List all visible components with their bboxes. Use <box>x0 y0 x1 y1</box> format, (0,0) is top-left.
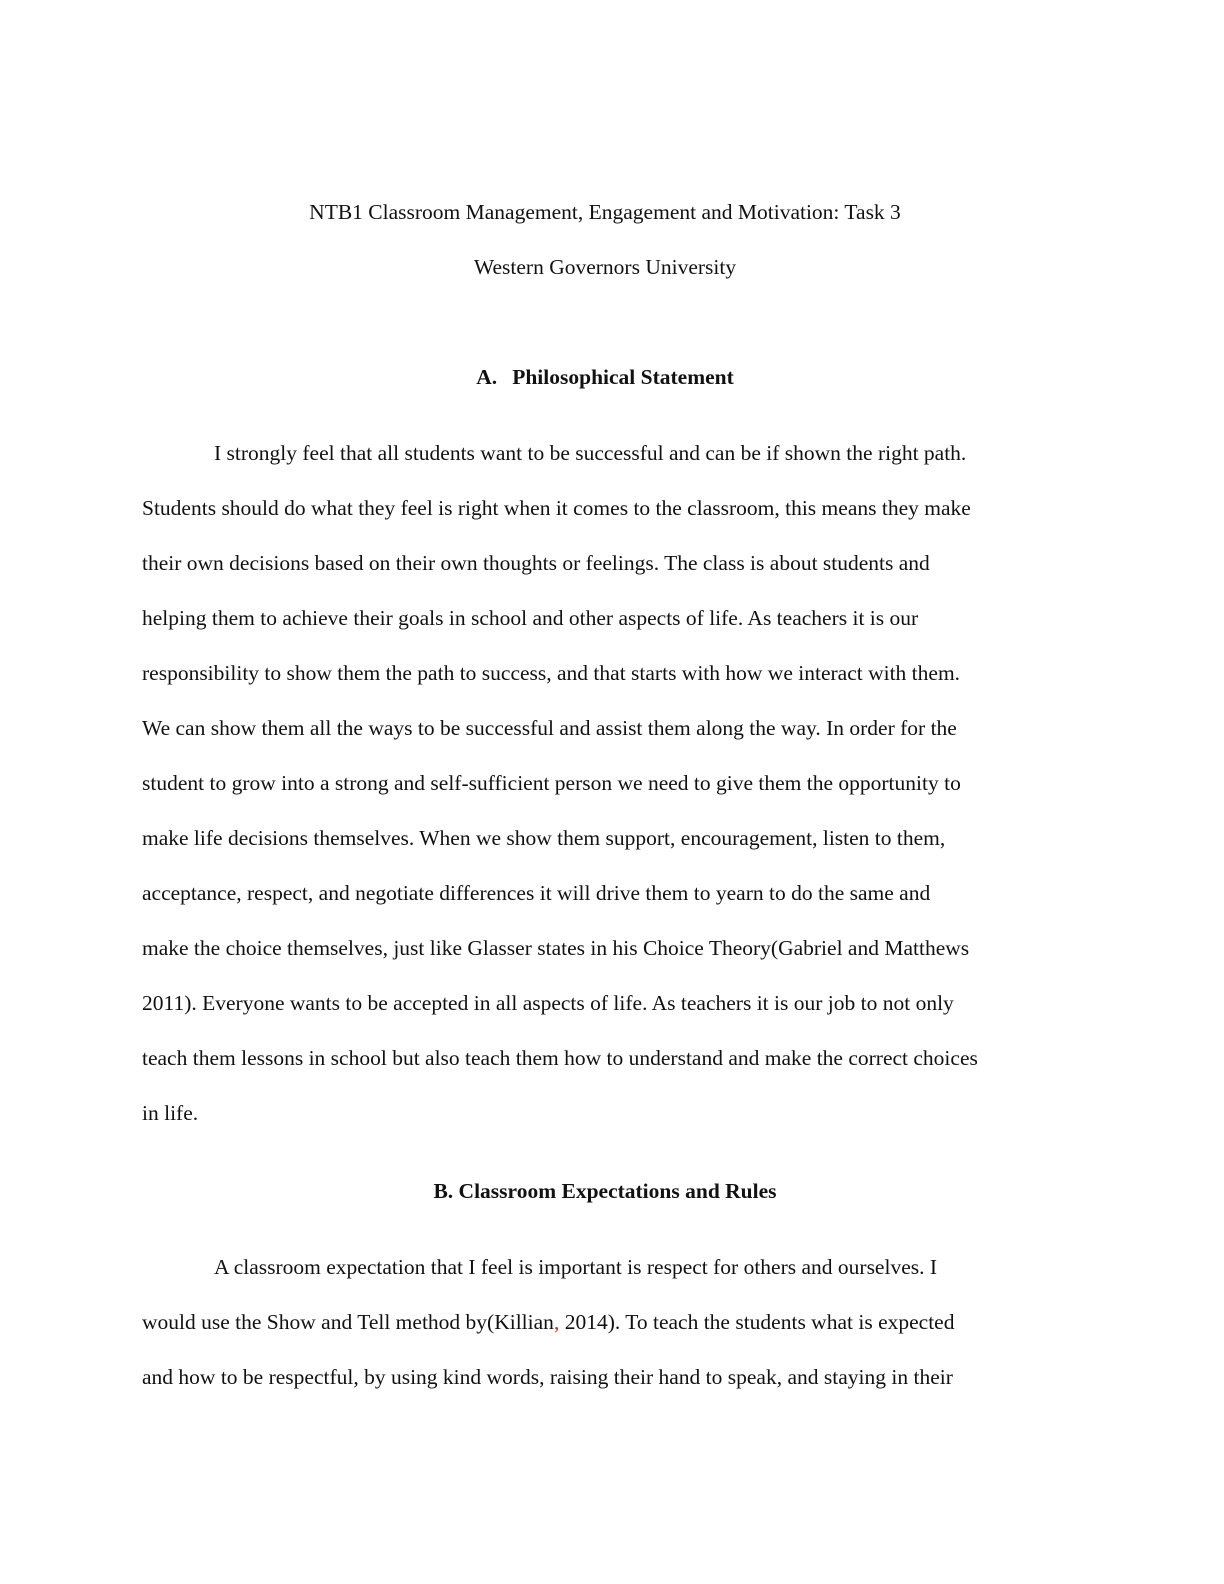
paragraph-line: responsibility to show them the path to success, and that starts with how we interact with them. <box>142 661 961 685</box>
paragraph-line: Students should do what they feel is right when it comes to the classroom, this means they make <box>142 496 971 520</box>
paragraph-line: and how to be respectful, by using kind words, raising their hand to speak, and staying in their <box>142 1365 953 1389</box>
section-b-heading: B. Classroom Expectations and Rules <box>433 1179 777 1203</box>
paragraph-line: acceptance, respect, and negotiate differences it will drive them to yearn to do the same and <box>142 881 931 905</box>
paragraph-line: teach them lessons in school but also teach them how to understand and make the correct choices <box>142 1046 978 1070</box>
paragraph-line: A classroom expectation that I feel is important is respect for others and ourselves. I <box>214 1255 938 1279</box>
citation-text: would use the Show and Tell method by(Killian <box>142 1310 554 1334</box>
section-a-title: Philosophical Statement <box>512 365 734 389</box>
institution-name: Western Governors University <box>473 255 737 279</box>
section-a-heading <box>0 363 1210 391</box>
section-a-number: A. <box>476 365 498 389</box>
paragraph-line: We can show them all the ways to be successful and assist them along the way. In order for the <box>142 716 957 740</box>
paragraph-line: in life. <box>142 1101 199 1125</box>
paragraph-line: their own decisions based on their own thoughts or feelings. The class is about students and <box>142 551 930 575</box>
paragraph-line: 2011). Everyone wants to be accepted in all aspects of life. As teachers it is our job to not only <box>142 991 954 1015</box>
paragraph-line: student to grow into a strong and self-sufficient person we need to give them the opportunity to <box>142 771 961 795</box>
document-title: NTB1 Classroom Management, Engagement and Motivation: Task 3 <box>309 200 901 224</box>
paragraph-line: make the choice themselves, just like Glasser states in his Choice Theory(Gabriel and Matthews <box>142 936 970 960</box>
paragraph-line <box>142 1308 954 1336</box>
citation-text-continued: 2014). To teach the students what is expected <box>559 1310 955 1334</box>
paragraph-line: make life decisions themselves. When we show them support, encouragement, listen to them, <box>142 826 946 850</box>
paragraph-line: I strongly feel that all students want to be successful and can be if shown the right path. <box>214 441 967 465</box>
paragraph-line: helping them to achieve their goals in school and other aspects of life. As teachers it is our <box>142 606 919 630</box>
spelling-flag-comma: , <box>553 1310 560 1334</box>
